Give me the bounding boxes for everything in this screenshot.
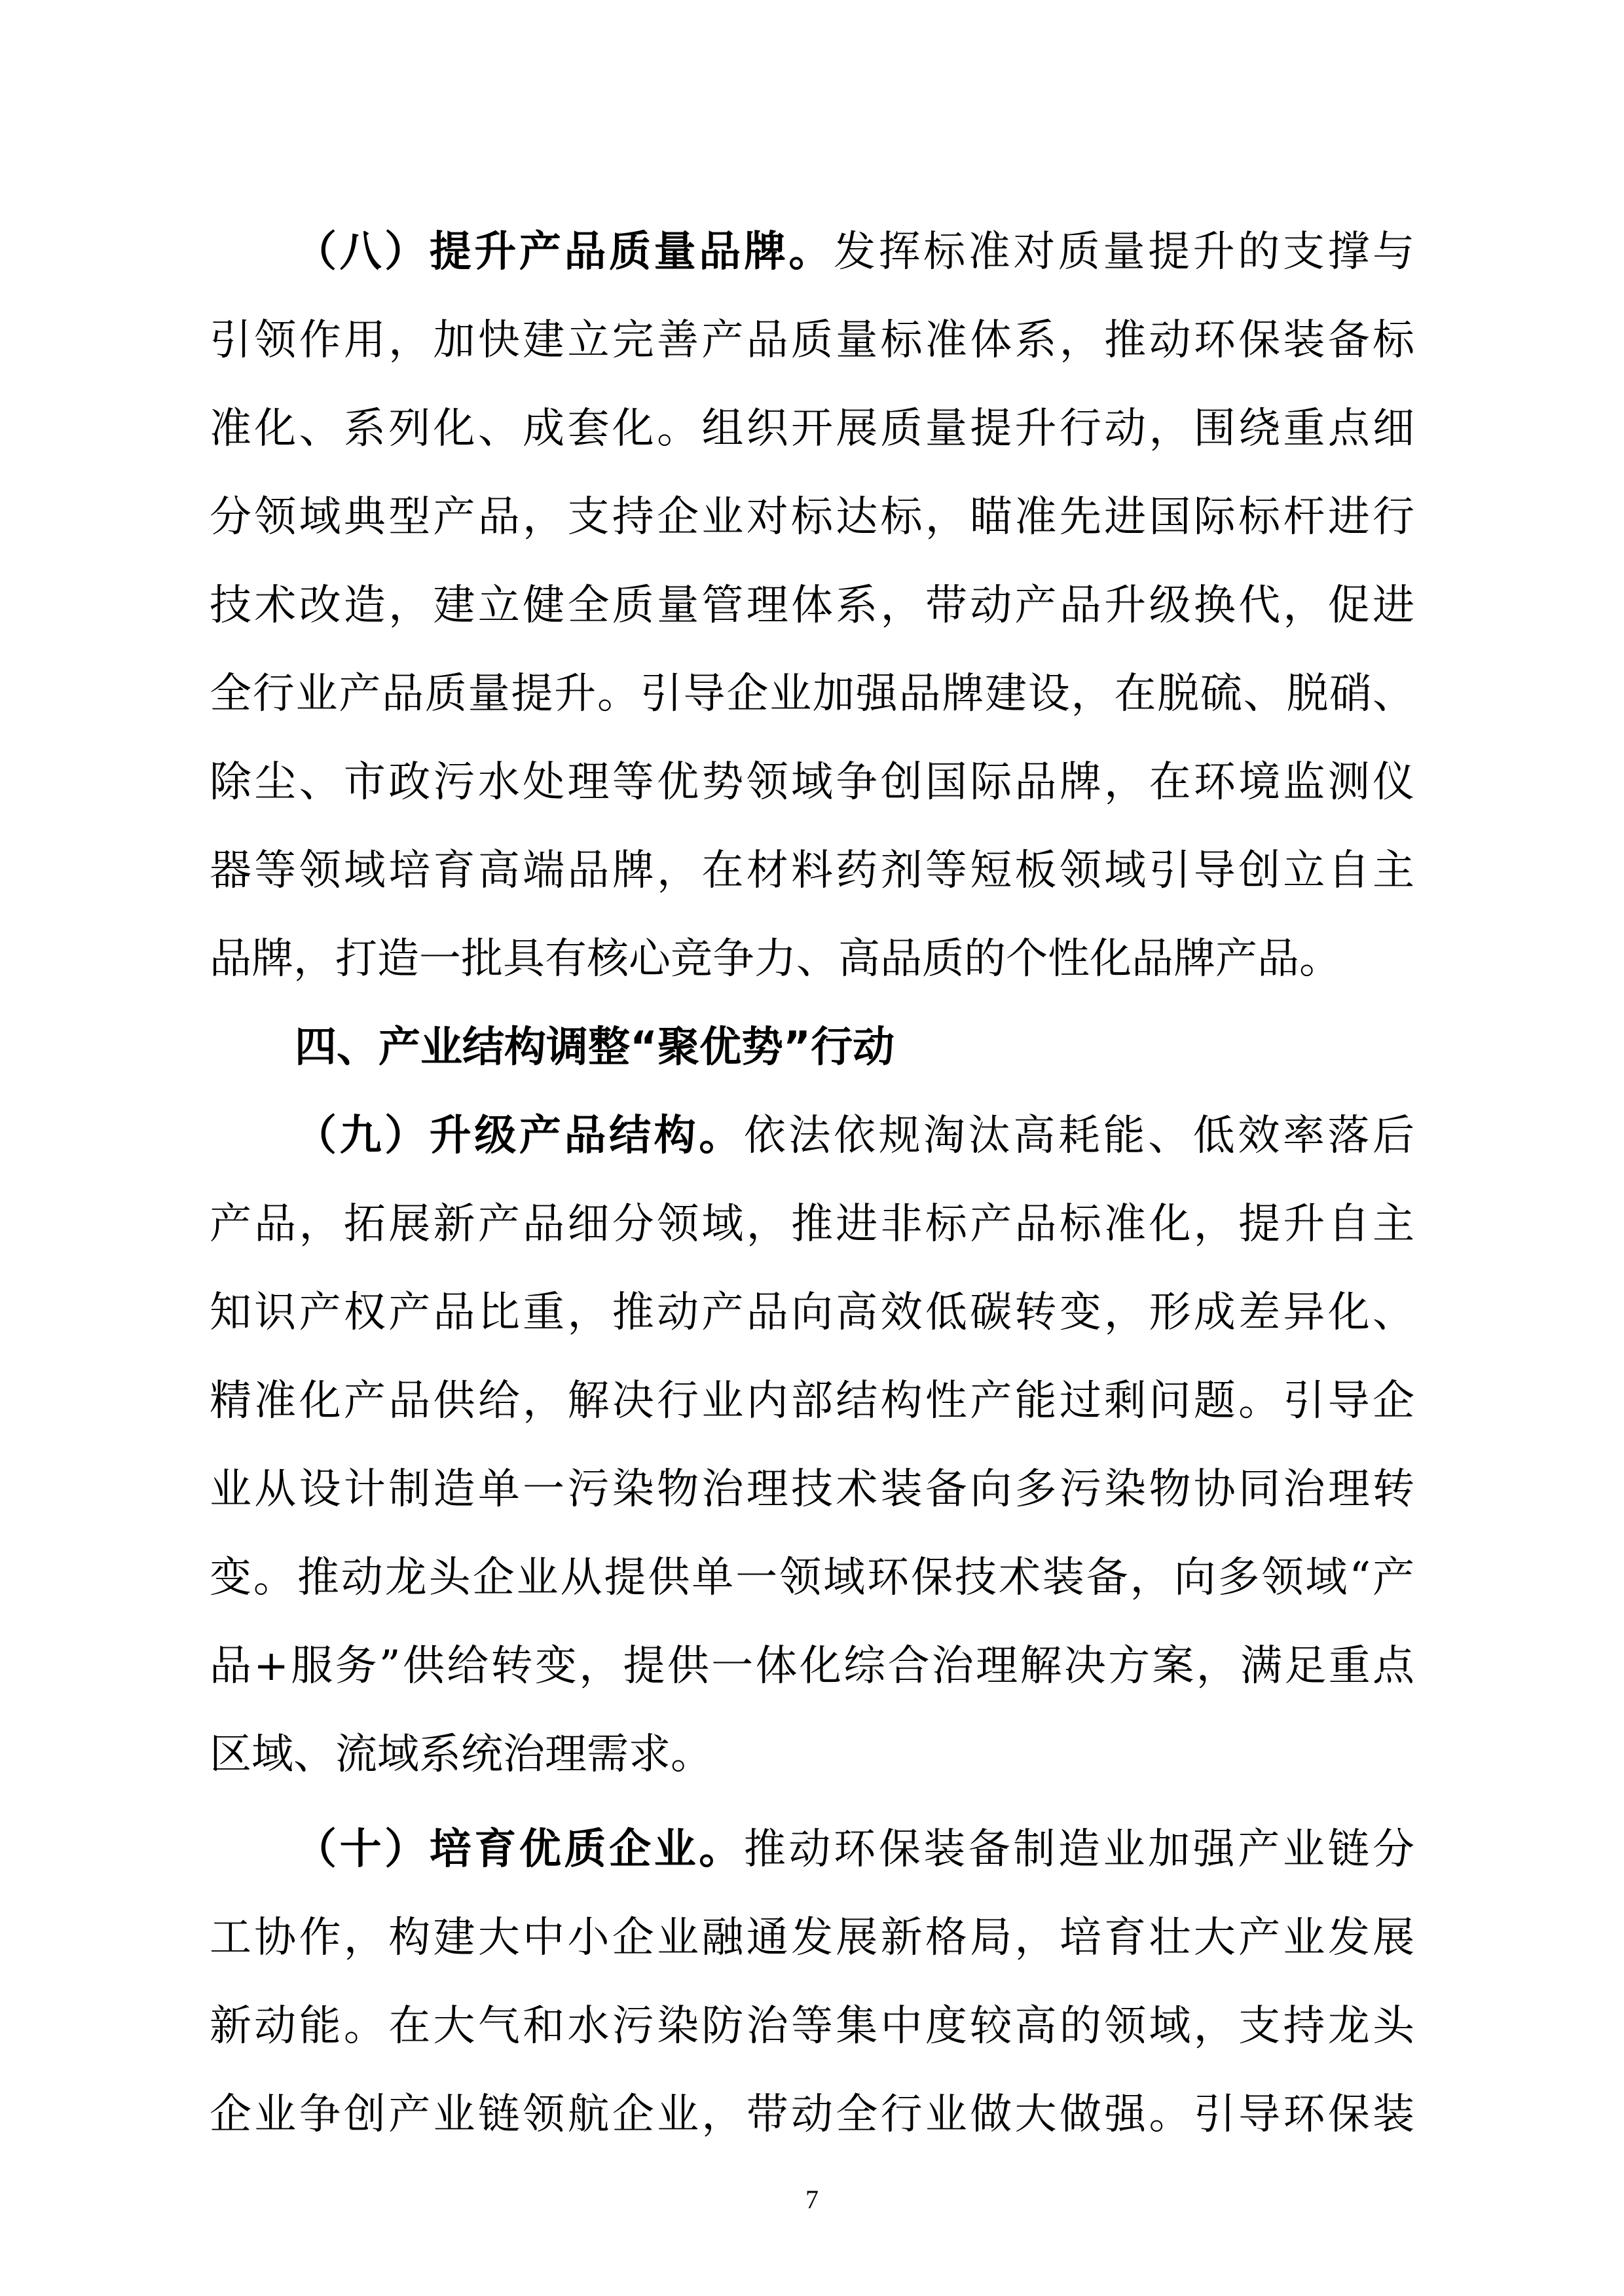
section-10-line: 企业争创产业链领航企业，带动全行业做大做强。引导环保装 xyxy=(210,2090,1414,2139)
section-8-first-line xyxy=(295,226,1414,278)
section-9-line: 精准化产品供给，解决行业内部结构性产能过剩问题。引导企 xyxy=(210,1377,1414,1425)
section-9-first-rest: 依法依规淘汰高耗能、低效率落后 xyxy=(743,1112,1414,1160)
section-9-first-line xyxy=(295,1110,1414,1162)
section-8-line: 全行业产品质量提升。引导企业加强品牌建设，在脱硫、脱硝、 xyxy=(210,670,1414,718)
section-8-line: 技术改造，建立健全质量管理体系，带动产品升级换代，促进 xyxy=(210,581,1414,630)
section-9-title: （九）升级产品结构。 xyxy=(295,1111,744,1160)
section-10-line: 工协作，构建大中小企业融通发展新格局，培育壮大产业发展 xyxy=(210,1914,1414,1962)
page-number: 7 xyxy=(805,2185,819,2214)
section-8-line: 品牌，打造一批具有核心竞争力、高品质的个性化品牌产品。 xyxy=(210,935,1341,983)
section-9-line: 品+服务”供给转变，提供一体化综合治理解决方案，满足重点 xyxy=(210,1642,1414,1690)
section-8-title: （八）提升产品质量品牌。 xyxy=(295,227,834,276)
section-heading-4: 四、产业结构调整“聚优势”行动 xyxy=(295,1023,895,1072)
section-10-title: （十）培育优质企业。 xyxy=(295,1825,744,1874)
section-10-line: 新动能。在大气和水污染防治等集中度较高的领域，支持龙头 xyxy=(210,2002,1414,2050)
section-9-line: 产品，拓展新产品细分领域，推进非标产品标准化，提升自主 xyxy=(210,1200,1414,1248)
section-8-line: 器等领域培育高端品牌，在材料药剂等短板领域引导创立自主 xyxy=(210,847,1414,895)
section-8-line: 引领作用，加快建立完善产品质量标准体系，推动环保装备标 xyxy=(210,316,1414,365)
section-9-line: 知识产权产品比重，推动产品向高效低碳转变，形成差异化、 xyxy=(210,1288,1414,1337)
section-8-first-rest: 发挥标准对质量提升的支撑与 xyxy=(834,228,1414,276)
section-8-line: 除尘、市政污水处理等优势领域争创国际品牌，在环境监测仪 xyxy=(210,758,1414,807)
section-8-line: 准化、系列化、成套化。组织开展质量提升行动，围绕重点细 xyxy=(210,405,1414,453)
section-9-line: 变。推动龙头企业从提供单一领域环保技术装备，向多领域“产 xyxy=(210,1554,1414,1602)
section-10-first-line xyxy=(295,1823,1414,1876)
section-9-line: 业从设计制造单一污染物治理技术装备向多污染物协同治理转 xyxy=(210,1465,1414,1514)
section-8-line: 分领域典型产品，支持企业对标达标，瞄准先进国际标杆进行 xyxy=(210,493,1414,541)
section-10-first-rest: 推动环保装备制造业加强产业链分 xyxy=(743,1825,1414,1874)
section-9-line: 区域、流域系统治理需求。 xyxy=(210,1730,712,1779)
